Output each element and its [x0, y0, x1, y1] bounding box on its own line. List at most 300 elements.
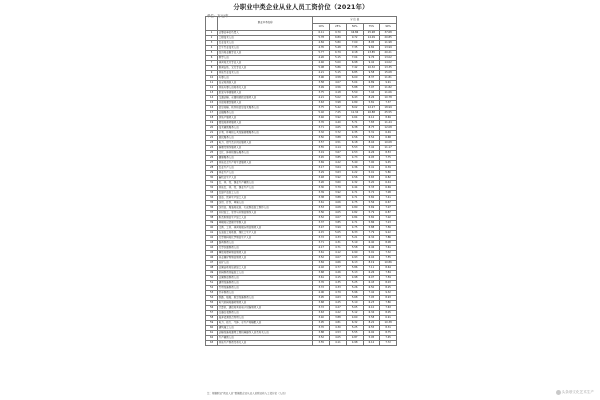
row-value-p25: 5.80 — [330, 40, 347, 45]
row-occupation: 农业技术人员 — [218, 40, 313, 45]
row-value-p90: 7.61 — [380, 245, 397, 250]
row-value-p75: 16.88 — [363, 110, 380, 115]
row-value-p25: 4.30 — [330, 325, 347, 330]
row-occupation: 其他办事人员和有关人员 — [218, 85, 313, 90]
row-index: 30 — [206, 175, 218, 180]
row-value-p90: 7.02 — [380, 215, 397, 220]
row-index: 6 — [206, 55, 218, 60]
row-index: 26 — [206, 155, 218, 160]
row-value-p50: 6.85 — [346, 70, 363, 75]
row-occupation: 农、林、牧、渔业生产辅助人员 — [218, 180, 313, 185]
row-value-p50: 5.10 — [346, 300, 363, 305]
row-index: 15 — [206, 100, 218, 105]
row-value-p10: 3.72 — [313, 285, 330, 290]
row-value-p25: 4.81 — [330, 320, 347, 325]
row-value-p75: 6.10 — [363, 305, 380, 310]
row-value-p75: 5.56 — [363, 200, 380, 205]
row-value-p90: 37.68 — [380, 30, 397, 35]
row-occupation: 计算机、通信和其他电子设备制造人员 — [218, 305, 313, 310]
row-value-p75: 7.79 — [363, 230, 380, 235]
row-value-p75: 6.07 — [363, 275, 380, 280]
row-index: 3 — [206, 40, 218, 45]
row-value-p50: 4.64 — [346, 115, 363, 120]
row-value-p75: 9.42 — [363, 60, 380, 65]
row-value-p50: 5.86 — [346, 265, 363, 270]
row-value-p90: 6.39 — [380, 165, 397, 170]
row-index: 61 — [206, 330, 218, 335]
row-value-p50: 9.18 — [346, 50, 363, 55]
row-value-p90: 8.03 — [380, 280, 397, 285]
row-occupation: 金属冶炼和压延加工人员 — [218, 265, 313, 270]
row-index: 4 — [206, 45, 218, 50]
row-value-p90: 14.02 — [380, 60, 397, 65]
table-body — [206, 30, 397, 345]
row-value-p90: 10.86 — [380, 260, 397, 265]
row-value-p10: 4.35 — [313, 45, 330, 50]
row-occupation: 健康服务人员 — [218, 155, 313, 160]
row-value-p75: 7.42 — [363, 145, 380, 150]
row-value-p75: 5.91 — [363, 250, 380, 255]
row-value-p90: 6.82 — [380, 175, 397, 180]
row-index: 37 — [206, 210, 218, 215]
row-value-p25: 5.00 — [330, 60, 347, 65]
row-index: 5 — [206, 50, 218, 55]
row-value-p90: 11.17 — [380, 145, 397, 150]
row-value-p90: 7.84 — [380, 270, 397, 275]
watermark-text: 头条@文化艺术生产 — [561, 390, 594, 394]
row-index: 56 — [206, 305, 218, 310]
row-value-p90: 8.64 — [380, 265, 397, 270]
row-occupation: 其他生产制造及有关人员 — [218, 340, 313, 345]
table-header-row — [206, 17, 397, 24]
row-value-p75: 5.58 — [363, 315, 380, 320]
row-value-p90: 20.21 — [380, 50, 397, 55]
row-value-p90: 7.07 — [380, 205, 397, 210]
row-value-p75: 7.05 — [363, 295, 380, 300]
row-value-p75: 9.76 — [363, 55, 380, 60]
row-value-p90: 6.69 — [380, 185, 397, 190]
row-value-p50: 4.56 — [346, 135, 363, 140]
page-title: 分职业中类企业从业人员工资价位（2021年） — [233, 4, 369, 11]
row-value-p50: 4.87 — [346, 335, 363, 340]
row-index: 25 — [206, 150, 218, 155]
row-occupation: 机械制造基础加工人员 — [218, 270, 313, 275]
row-value-p90: 5.80 — [380, 170, 397, 175]
row-value-p10: 3.99 — [313, 85, 330, 90]
row-value-p75: 9.58 — [363, 70, 380, 75]
row-value-p50: 4.36 — [346, 165, 363, 170]
row-value-p50: 5.88 — [346, 85, 363, 90]
row-value-p90: 11.81 — [380, 75, 397, 80]
row-value-p10: 3.69 — [313, 160, 330, 165]
row-value-p90: 15.08 — [380, 70, 397, 75]
row-value-p75: 5.88 — [363, 225, 380, 230]
row-value-p90: 6.44 — [380, 180, 397, 185]
row-index: 58 — [206, 315, 218, 320]
row-value-p25: 4.15 — [330, 275, 347, 280]
table-row — [206, 340, 397, 345]
row-value-p25: 5.15 — [330, 70, 347, 75]
row-value-p25: 3.85 — [330, 155, 347, 160]
row-value-p50: 6.13 — [346, 260, 363, 265]
row-value-p25: 3.88 — [330, 135, 347, 140]
row-occupation: 通用设备制造人员 — [218, 280, 313, 285]
row-value-p25: 3.99 — [330, 225, 347, 230]
row-value-p10: 3.45 — [313, 155, 330, 160]
row-value-p90: 6.67 — [380, 200, 397, 205]
row-value-p10: 3.48 — [313, 175, 330, 180]
row-value-p25: 4.40 — [330, 120, 347, 125]
row-index: 10 — [206, 75, 218, 80]
row-value-p90: 8.53 — [380, 150, 397, 155]
row-value-p25: 4.05 — [330, 335, 347, 340]
row-value-p25: 4.27 — [330, 305, 347, 310]
row-value-p75: 5.54 — [363, 135, 380, 140]
row-value-p50: 4.98 — [346, 275, 363, 280]
row-value-p10: 3.96 — [313, 75, 330, 80]
row-value-p10: 3.71 — [313, 240, 330, 245]
row-value-p90: 6.49 — [380, 130, 397, 135]
row-value-p50: 6.98 — [346, 60, 363, 65]
row-value-p50: 5.96 — [346, 290, 363, 295]
row-value-p10: 3.95 — [313, 295, 330, 300]
row-value-p50: 5.26 — [346, 285, 363, 290]
header-p75: 75% — [363, 23, 380, 30]
row-value-p50: 5.68 — [346, 295, 363, 300]
row-occupation: 安全和消防人员 — [218, 80, 313, 85]
row-value-p25: 6.89 — [330, 35, 347, 40]
row-value-p50: 7.00 — [346, 40, 363, 45]
row-value-p25: 6.79 — [330, 50, 347, 55]
row-index: 20 — [206, 125, 218, 130]
row-value-p10: 5.02 — [313, 110, 330, 115]
row-value-p50: 4.56 — [346, 175, 363, 180]
row-value-p90: 18.99 — [380, 105, 397, 110]
row-index: 44 — [206, 245, 218, 250]
row-value-p75: 10.32 — [363, 65, 380, 70]
row-index: 40 — [206, 225, 218, 230]
row-index: 8 — [206, 65, 218, 70]
row-value-p10: 3.75 — [313, 105, 330, 110]
row-occupation: 体育和艺术专业人员 — [218, 60, 313, 65]
row-value-p75: 6.26 — [363, 270, 380, 275]
row-value-p75: 6.05 — [363, 155, 380, 160]
row-value-p75: 6.40 — [363, 240, 380, 245]
row-occupation: 金融服务人员 — [218, 110, 313, 115]
row-value-p75: 9.82 — [363, 45, 380, 50]
row-value-p25: 3.79 — [330, 185, 347, 190]
row-occupation: 废弃资源综合利用人员 — [218, 315, 313, 320]
row-value-p50: 5.21 — [346, 235, 363, 240]
row-value-p90: 8.31 — [380, 325, 397, 330]
row-value-p25: 4.66 — [330, 260, 347, 265]
row-value-p25: 3.92 — [330, 175, 347, 180]
row-value-p90: 13.02 — [380, 55, 397, 60]
row-value-p50: 5.55 — [346, 330, 363, 335]
row-occupation: 纺织品、服装和皮革、毛皮制品加工制作人员 — [218, 205, 313, 210]
row-value-p75: 6.26 — [363, 150, 380, 155]
row-value-p10: 3.52 — [313, 255, 330, 260]
row-index: 49 — [206, 270, 218, 275]
row-index: 60 — [206, 325, 218, 330]
row-value-p10: 5.78 — [313, 35, 330, 40]
row-index: 23 — [206, 140, 218, 145]
row-value-p10: 3.53 — [313, 205, 330, 210]
row-value-p90: 7.75 — [380, 155, 397, 160]
row-value-p90: 7.80 — [380, 300, 397, 305]
header-p10: 10% — [313, 23, 330, 30]
row-value-p50: 5.71 — [346, 120, 363, 125]
row-value-p90: 7.32 — [380, 250, 397, 255]
row-value-p25: 4.14 — [330, 145, 347, 150]
row-value-p90: 20.85 — [380, 35, 397, 40]
row-value-p90: 25.55 — [380, 110, 397, 115]
row-value-p10: 3.26 — [313, 180, 330, 185]
row-value-p50: 7.04 — [346, 55, 363, 60]
row-value-p25: 4.22 — [330, 160, 347, 165]
row-value-p25: 3.98 — [330, 100, 347, 105]
row-value-p75: 5.41 — [363, 165, 380, 170]
row-value-p50: 5.40 — [346, 160, 363, 165]
row-value-p75: 8.95 — [363, 40, 380, 45]
row-value-p50: 6.32 — [346, 320, 363, 325]
row-occupation: 电力、燃气及水供应服务人员 — [218, 140, 313, 145]
row-value-p25: 4.53 — [330, 330, 347, 335]
row-value-p10: 3.56 — [313, 210, 330, 215]
row-value-p10: 3.47 — [313, 225, 330, 230]
row-value-p10: 4.21 — [313, 70, 330, 75]
row-value-p90: 10.08 — [380, 140, 397, 145]
row-value-p90: 8.69 — [380, 115, 397, 120]
row-occupation: 修理及制作服务人员 — [218, 145, 313, 150]
row-value-p90: 8.25 — [380, 285, 397, 290]
row-index: 46 — [206, 255, 218, 260]
row-value-p25: 4.71 — [330, 245, 347, 250]
row-value-p25: 4.25 — [330, 300, 347, 305]
row-value-p50: 4.89 — [346, 100, 363, 105]
row-value-p90: 7.55 — [380, 255, 397, 260]
row-index: 1 — [206, 30, 218, 35]
row-value-p25: 4.31 — [330, 240, 347, 245]
row-index: 19 — [206, 120, 218, 125]
row-value-p90: 11.82 — [380, 85, 397, 90]
row-value-p90: 8.08 — [380, 240, 397, 245]
row-value-p75: 6.50 — [363, 285, 380, 290]
row-occupation: 林业生产人员 — [218, 170, 313, 175]
row-occupation: 企事业单位负责人 — [218, 30, 313, 35]
row-value-p10: 3.72 — [313, 305, 330, 310]
header-occupation: 职业中类名称 — [218, 17, 313, 31]
row-occupation: 生产辅助人员 — [218, 335, 313, 340]
row-value-p50: 7.42 — [346, 65, 363, 70]
row-occupation: 租赁和商务服务人员 — [218, 120, 313, 125]
row-value-p50: 8.02 — [346, 105, 363, 110]
row-occupation: 金属制品制造人员 — [218, 275, 313, 280]
row-index: 63 — [206, 340, 218, 345]
row-value-p50: 16.86 — [346, 30, 363, 35]
row-occupation: 文化、体育和娱乐服务人员 — [218, 150, 313, 155]
row-index: 53 — [206, 290, 218, 295]
row-value-p90: 11.44 — [380, 120, 397, 125]
row-index: 54 — [206, 295, 218, 300]
row-value-p10: 3.52 — [313, 215, 330, 220]
row-value-p50: 4.32 — [346, 180, 363, 185]
row-occupation: 教学人员 — [218, 55, 313, 60]
row-value-p75: 5.65 — [363, 175, 380, 180]
row-value-p90: 7.45 — [380, 335, 397, 340]
row-value-p75: 8.75 — [363, 125, 380, 130]
row-occupation: 技术辅助服务人员 — [218, 125, 313, 130]
row-value-p90: 9.22 — [380, 230, 397, 235]
header-percentile-group: 分 位 值 — [313, 17, 397, 24]
row-index: 36 — [206, 205, 218, 210]
row-value-p25: 4.33 — [330, 285, 347, 290]
header-p25: 25% — [330, 23, 347, 30]
row-occupation: 房地产服务人员 — [218, 115, 313, 120]
row-value-p10: 3.52 — [313, 335, 330, 340]
row-value-p75: 6.12 — [363, 115, 380, 120]
row-value-p50: 4.90 — [346, 250, 363, 255]
row-occupation: 文教、工美、体育和娱乐用品制造人员 — [218, 225, 313, 230]
row-index: 34 — [206, 195, 218, 200]
row-value-p50: 4.71 — [346, 195, 363, 200]
row-value-p90: 7.72 — [380, 340, 397, 345]
row-index: 50 — [206, 275, 218, 280]
row-index: 18 — [206, 115, 218, 120]
header-p90: 90% — [380, 23, 397, 30]
row-value-p25: 3.88 — [330, 315, 347, 320]
row-occupation: 纺织、针织、印染人员 — [218, 200, 313, 205]
row-value-p75: 14.09 — [363, 35, 380, 40]
row-value-p10: 3.57 — [313, 140, 330, 145]
row-value-p25: 4.12 — [330, 250, 347, 255]
row-value-p10: 3.37 — [313, 220, 330, 225]
row-occupation: 橡胶和塑料制品制造人员 — [218, 250, 313, 255]
row-occupation: 非金属矿物制品制造人员 — [218, 255, 313, 260]
row-occupation: 运输设备和通用工程机械操作人员及有关人员 — [218, 330, 313, 335]
row-value-p10: 3.61 — [313, 200, 330, 205]
row-occupation: 医药制造人员 — [218, 240, 313, 245]
row-value-p50: 6.43 — [346, 95, 363, 100]
row-value-p10: 4.02 — [313, 265, 330, 270]
row-value-p25: 4.79 — [330, 290, 347, 295]
unit-label: 单位：万元/年 — [207, 14, 229, 18]
row-index: 31 — [206, 180, 218, 185]
row-value-p10: 3.71 — [313, 125, 330, 130]
row-index: 13 — [206, 90, 218, 95]
row-value-p90: 7.37 — [380, 100, 397, 105]
row-value-p50: 5.50 — [346, 90, 363, 95]
row-value-p50: 5.12 — [346, 310, 363, 315]
row-value-p75: 5.81 — [363, 100, 380, 105]
row-occupation: 化学纤维制造人员 — [218, 245, 313, 250]
row-value-p10: 3.70 — [313, 325, 330, 330]
row-value-p25: 5.48 — [330, 45, 347, 50]
row-occupation: 建筑施工人员 — [218, 325, 313, 330]
row-value-p75: 5.69 — [363, 205, 380, 210]
row-value-p10: 3.38 — [313, 195, 330, 200]
row-value-p75: 7.00 — [363, 160, 380, 165]
row-value-p90: 13.99 — [380, 45, 397, 50]
row-value-p50: 5.13 — [346, 270, 363, 275]
row-value-p90: 7.63 — [380, 305, 397, 310]
row-index: 47 — [206, 260, 218, 265]
row-value-p25: 5.42 — [330, 105, 347, 110]
row-value-p10: 3.61 — [313, 250, 330, 255]
row-index: 39 — [206, 220, 218, 225]
row-value-p75: 6.43 — [363, 280, 380, 285]
row-value-p25: 4.11 — [330, 340, 347, 345]
row-value-p50: 5.19 — [346, 240, 363, 245]
row-value-p75: 5.95 — [363, 335, 380, 340]
row-value-p50: 4.98 — [346, 340, 363, 345]
row-value-p25: 4.05 — [330, 210, 347, 215]
row-value-p75: 8.37 — [363, 75, 380, 80]
document-page — [205, 0, 397, 400]
row-value-p50: 6.33 — [346, 230, 363, 235]
row-value-p75: 7.44 — [363, 90, 380, 95]
row-occupation: 木材加工、家具与木制品制作人员 — [218, 210, 313, 215]
row-value-p50: 4.53 — [346, 150, 363, 155]
row-index: 2 — [206, 35, 218, 40]
row-value-p10: 6.11 — [313, 30, 330, 35]
row-index: 22 — [206, 135, 218, 140]
row-value-p90: 9.91 — [380, 80, 397, 85]
row-value-p75: 5.82 — [363, 215, 380, 220]
row-value-p90: 7.41 — [380, 195, 397, 200]
row-occupation: 工程技术人员 — [218, 35, 313, 40]
row-value-p50: 4.71 — [346, 220, 363, 225]
row-index: 45 — [206, 250, 218, 255]
row-value-p25: 4.07 — [330, 215, 347, 220]
row-value-p10: 3.63 — [313, 310, 330, 315]
row-value-p75: 5.86 — [363, 220, 380, 225]
row-value-p50: 6.38 — [346, 125, 363, 130]
row-index: 27 — [206, 160, 218, 165]
row-value-p75: 6.23 — [363, 300, 380, 305]
row-value-p10: 3.58 — [313, 80, 330, 85]
row-value-p75: 13.85 — [363, 50, 380, 55]
row-occupation: 采矿人员 — [218, 260, 313, 265]
row-value-p50: 5.53 — [346, 145, 363, 150]
row-value-p50: 4.35 — [346, 130, 363, 135]
row-value-p10: 3.76 — [313, 120, 330, 125]
row-index: 55 — [206, 300, 218, 305]
row-index: 14 — [206, 95, 218, 100]
row-value-p90: 11.98 — [380, 40, 397, 45]
row-value-p90: 13.35 — [380, 65, 397, 70]
row-occupation: 农业生产人员 — [218, 165, 313, 170]
row-value-p90: 7.23 — [380, 220, 397, 225]
row-value-p25: 3.63 — [330, 170, 347, 175]
row-index: 28 — [206, 165, 218, 170]
row-value-p25: 3.72 — [330, 130, 347, 135]
row-value-p25: 4.18 — [330, 90, 347, 95]
row-value-p25: 7.25 — [330, 110, 347, 115]
row-value-p25: 4.07 — [330, 255, 347, 260]
row-value-p75: 7.97 — [363, 85, 380, 90]
row-value-p25: 5.15 — [330, 55, 347, 60]
row-value-p75: 6.34 — [363, 235, 380, 240]
row-value-p50: 11.34 — [346, 110, 363, 115]
row-value-p50: 4.84 — [346, 215, 363, 220]
row-value-p10: 3.68 — [313, 300, 330, 305]
row-value-p25: 4.26 — [330, 270, 347, 275]
row-index: 11 — [206, 80, 218, 85]
row-value-p75: 6.55 — [363, 325, 380, 330]
row-value-p25: 4.33 — [330, 235, 347, 240]
row-value-p10: 3.95 — [313, 320, 330, 325]
